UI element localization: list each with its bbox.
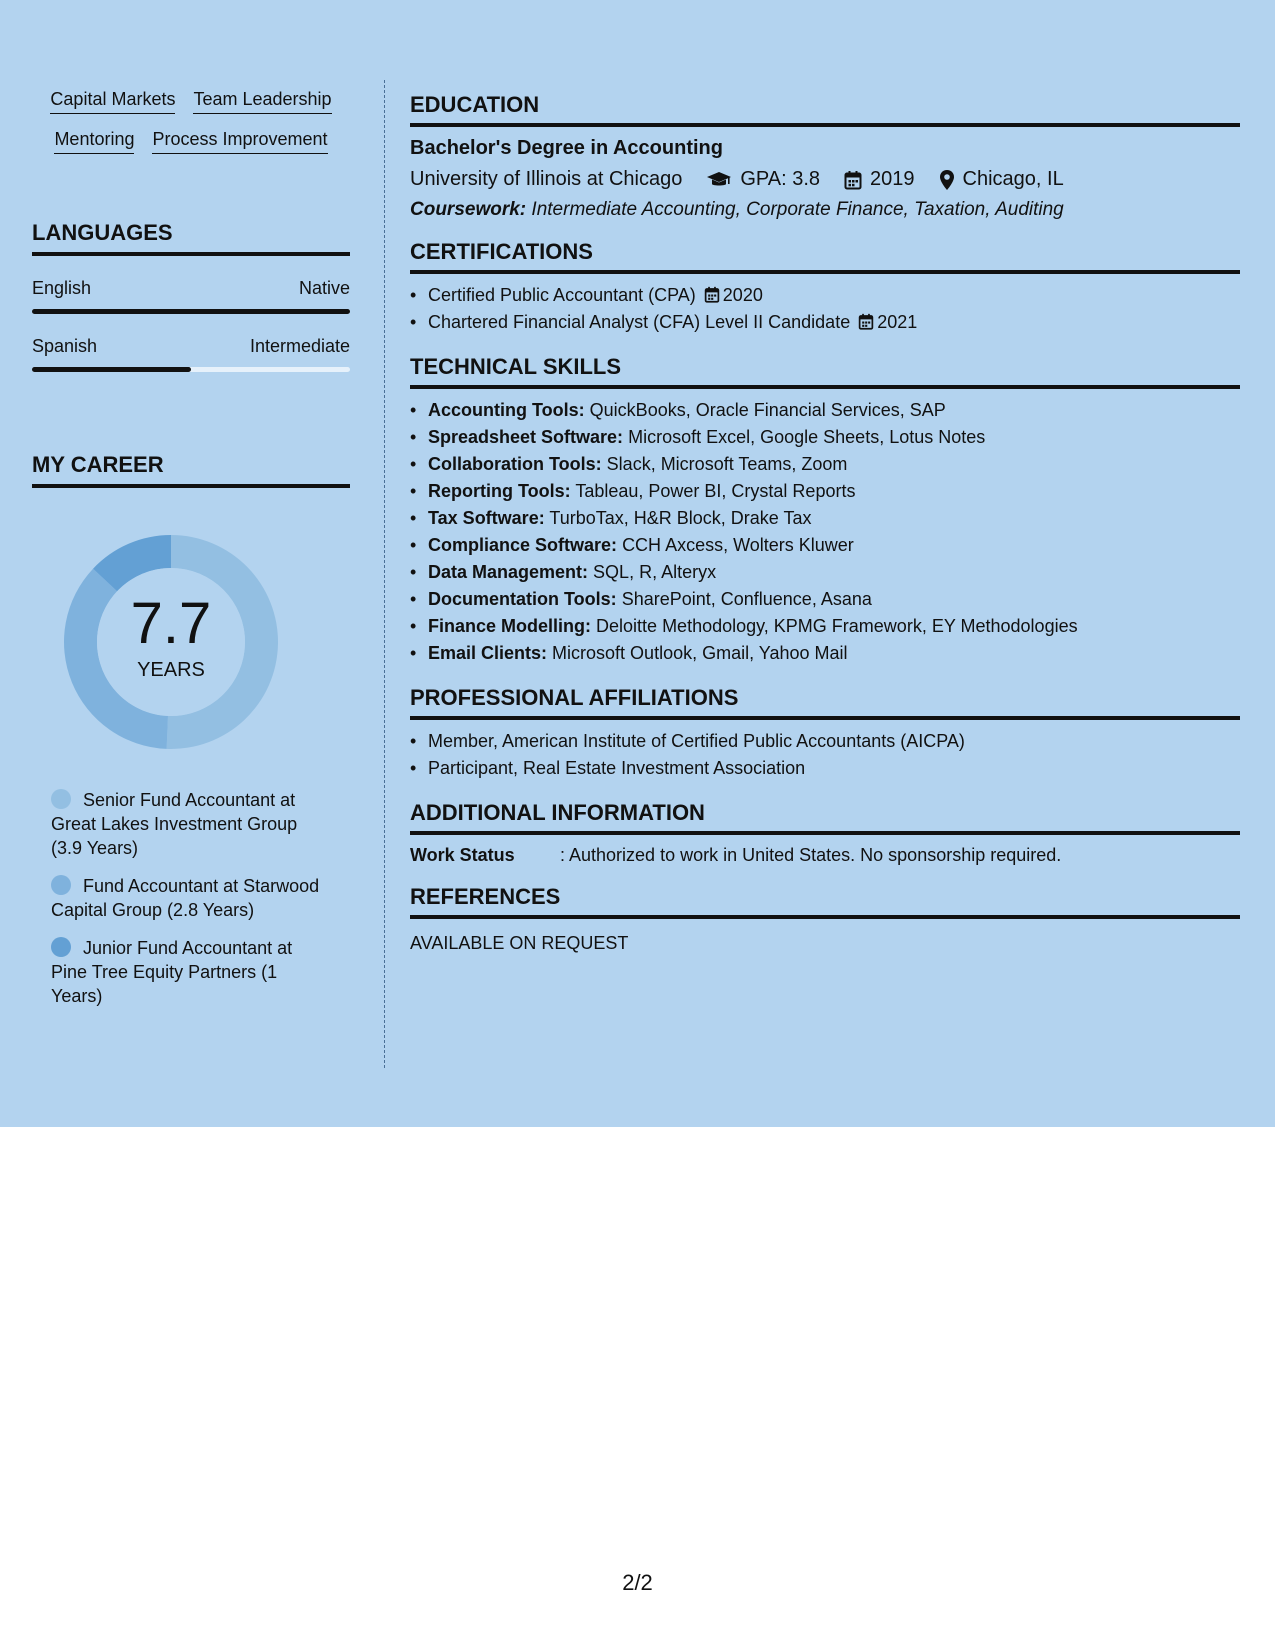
- coursework-label: Coursework:: [410, 199, 527, 220]
- career-legend-label: Junior Fund Accountant at Pine Tree Equity Partners (1 Years): [51, 938, 293, 1006]
- education-details: [410, 168, 1240, 191]
- references-heading: REFERENCES: [410, 884, 1240, 919]
- calendar-icon: [704, 286, 720, 303]
- language-english: [32, 278, 350, 314]
- skill-category: Data Management:: [428, 562, 589, 582]
- skill-tags: [32, 80, 350, 154]
- calendar-icon: [858, 313, 874, 330]
- technical-skills-list: [410, 397, 1240, 667]
- education-gpa: GPA: 3.8: [740, 168, 821, 190]
- list-item: [410, 505, 1240, 532]
- career-legend-item: [51, 936, 321, 1008]
- language-proficiency-fill: [32, 367, 191, 372]
- list-item: [410, 282, 1240, 309]
- page-number: 2/2: [622, 1570, 653, 1595]
- list-item: [410, 424, 1240, 451]
- career-total-unit: YEARS: [137, 659, 205, 681]
- language-name: English: [32, 278, 92, 298]
- legend-dot-icon: [51, 789, 71, 809]
- certification-name: Certified Public Accountant (CPA): [428, 285, 696, 305]
- skill-category: Reporting Tools:: [428, 481, 571, 501]
- additional-info-heading: ADDITIONAL INFORMATION: [410, 800, 1240, 835]
- map-pin-icon: [939, 169, 955, 191]
- work-status-row: [410, 845, 1240, 866]
- education-coursework: [410, 199, 1240, 221]
- career-donut-chart: [32, 522, 350, 762]
- donut-hole: [97, 568, 245, 716]
- list-item: [410, 586, 1240, 613]
- certification-name: Chartered Financial Analyst (CFA) Level II Candidate: [428, 312, 851, 332]
- list-item: [410, 478, 1240, 505]
- list-item: [410, 640, 1240, 667]
- education-year: 2019: [870, 168, 915, 190]
- career-legend-label: Fund Accountant at Starwood Capital Group (2.8 Years): [51, 876, 320, 920]
- language-spanish: [32, 336, 350, 372]
- career-heading: MY CAREER: [32, 452, 350, 488]
- career-legend-label: Senior Fund Accountant at Great Lakes Investment Group (3.9 Years): [51, 790, 298, 858]
- education-degree: Bachelor's Degree in Accounting: [410, 137, 723, 159]
- skill-tag: Team Leadership: [193, 88, 331, 114]
- certifications-heading: CERTIFICATIONS: [410, 239, 1240, 274]
- language-level: Native: [298, 278, 350, 298]
- skill-values: CCH Axcess, Wolters Kluwer: [622, 535, 854, 555]
- work-status-value: : Authorized to work in United States. No sponsorship required.: [560, 845, 1062, 865]
- affiliations-list: [410, 728, 1240, 782]
- skill-tag: Capital Markets: [50, 88, 175, 114]
- skill-category: Email Clients:: [428, 643, 548, 663]
- list-item: • Member, American Institute of Certified Public Accountants (AICPA): [410, 728, 1240, 755]
- skill-tag: Mentoring: [54, 128, 134, 154]
- skill-tag: Process Improvement: [152, 128, 327, 154]
- skill-values: Deloitte Methodology, KPMG Framework, EY Methodologies: [596, 616, 1078, 636]
- certifications-list: [410, 282, 1240, 336]
- career-legend: [32, 788, 350, 1008]
- list-item: [410, 559, 1240, 586]
- skill-category: Collaboration Tools:: [428, 454, 602, 474]
- column-divider: [384, 80, 385, 1068]
- skill-values: TurboTax, H&R Block, Drake Tax: [549, 508, 812, 528]
- coursework-value: Intermediate Accounting, Corporate Finance, Taxation, Auditing: [531, 199, 1064, 220]
- list-item: [410, 532, 1240, 559]
- graduation-cap-icon: [706, 170, 732, 190]
- list-item: [410, 397, 1240, 424]
- skill-values: Microsoft Outlook, Gmail, Yahoo Mail: [552, 643, 848, 663]
- skill-values: Tableau, Power BI, Crystal Reports: [575, 481, 856, 501]
- skill-values: Slack, Microsoft Teams, Zoom: [606, 454, 848, 474]
- work-status-label: Work Status: [410, 845, 515, 865]
- skill-category: Accounting Tools:: [428, 400, 585, 420]
- calendar-icon: [844, 170, 862, 190]
- education-location: Chicago, IL: [962, 168, 1064, 190]
- language-name: Spanish: [32, 336, 98, 356]
- list-item: [410, 451, 1240, 478]
- languages-heading: LANGUAGES: [32, 220, 350, 256]
- legend-dot-icon: [51, 875, 71, 895]
- skill-category: Finance Modelling:: [428, 616, 592, 636]
- list-item: [410, 613, 1240, 640]
- skill-category: Spreadsheet Software:: [428, 427, 624, 447]
- technical-skills-heading: TECHNICAL SKILLS: [410, 354, 1240, 389]
- career-legend-item: [51, 874, 321, 922]
- language-proficiency-bar: [32, 309, 350, 314]
- skill-values: SharePoint, Confluence, Asana: [621, 589, 872, 609]
- list-item: [410, 309, 1240, 336]
- education-heading: EDUCATION: [410, 92, 1240, 127]
- certification-year: 2021: [877, 312, 918, 332]
- certification-year: 2020: [722, 285, 763, 305]
- skill-values: Microsoft Excel, Google Sheets, Lotus Notes: [628, 427, 986, 447]
- skill-values: SQL, R, Alteryx: [593, 562, 717, 582]
- references-text: AVAILABLE ON REQUEST: [410, 933, 629, 953]
- skill-category: Compliance Software:: [428, 535, 618, 555]
- skill-category: Documentation Tools:: [428, 589, 617, 609]
- career-total-years: 7.7: [130, 591, 212, 656]
- list-item: • Participant, Real Estate Investment Association: [410, 755, 1240, 782]
- legend-dot-icon: [51, 937, 71, 957]
- right-column: [410, 92, 1240, 954]
- career-donut-svg: [32, 522, 350, 762]
- language-proficiency-bar: [32, 367, 350, 372]
- skill-values: QuickBooks, Oracle Financial Services, SAP: [589, 400, 946, 420]
- skill-category: Tax Software:: [428, 508, 545, 528]
- affiliations-heading: PROFESSIONAL AFFILIATIONS: [410, 685, 1240, 720]
- left-column: [32, 80, 350, 1022]
- language-level: Intermediate: [249, 336, 350, 356]
- language-proficiency-fill: [32, 309, 350, 314]
- career-legend-item: [51, 788, 321, 860]
- education-school: University of Illinois at Chicago: [410, 168, 683, 190]
